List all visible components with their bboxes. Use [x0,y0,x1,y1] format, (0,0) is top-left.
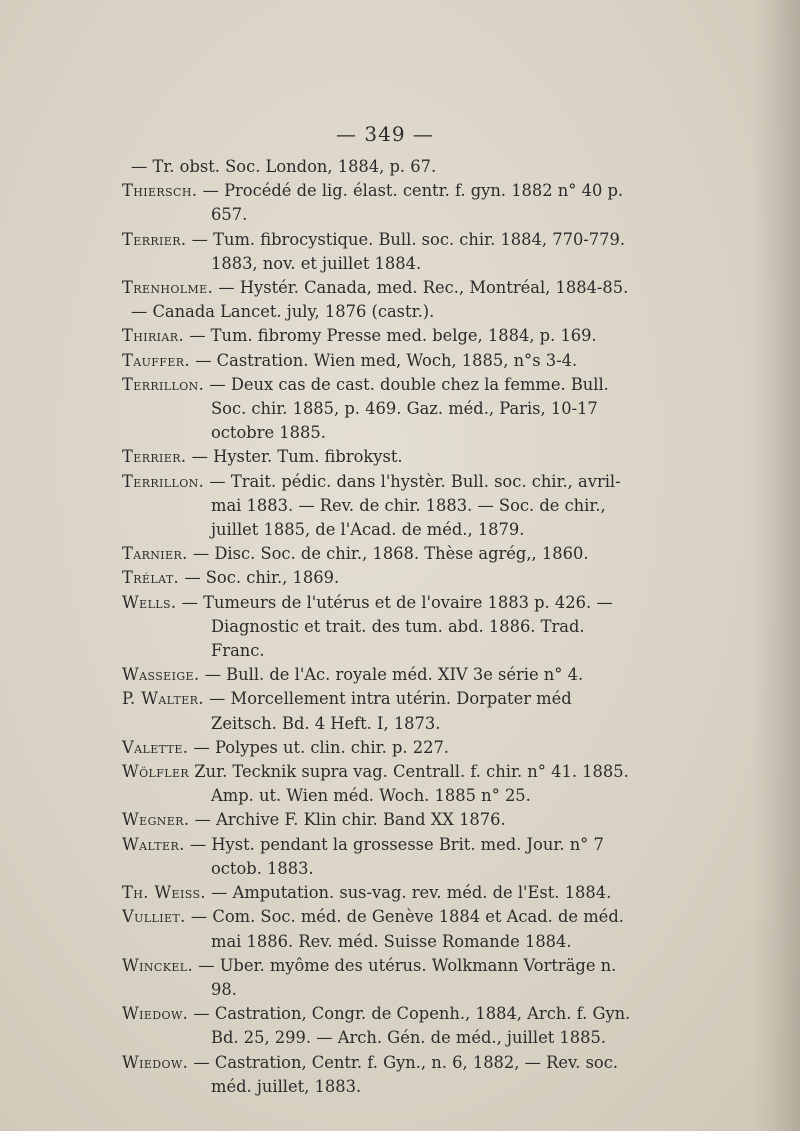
entry-author: Terrillon. [122,471,205,491]
entry-author: Terrier. [122,447,187,467]
bibliography-entry [122,349,632,373]
bibliography-entry [122,881,632,905]
entry-author: Valette. [122,737,189,757]
entry-author: Wiedow. [122,1052,189,1072]
entry-author: Wegner. [122,810,190,830]
entry-text: — Hystér. Canada, med. Rec., Montréal, 1884-85. [213,278,629,298]
entry-text: — Tum. fibromy Presse med. belge, 1884, p. 169. [184,326,597,346]
bibliography-entry [122,736,632,760]
bibliography-entry [122,833,632,881]
entry-text: — Com. Soc. méd. de Genève 1884 et Acad. de méd. mai 1886. Rev. méd. Suisse Romande 1884. [185,907,624,951]
entry-text: — Hyst. pendant la grossesse Brit. med. Jour. n° 7 octob. 1883. [184,834,604,878]
entry-text: — Tumeurs de l'utérus et de l'ovaire 1883 p. 426. — Diagnostic et trait. des tum. abd. 1886. Trad. Franc. [176,592,613,661]
entry-text: Zur. Tecknik supra vag. Centrall. f. chir. n° 41. 1885. Amp. ut. Wien méd. Woch. 1885 n° 25. [189,762,629,806]
entry-text: — Bull. de l'Ac. royale méd. XIV 3e série n° 4. [199,665,584,685]
bibliography-entry [122,324,632,348]
bibliography-entry [122,373,632,446]
entry-author: Terrillon. [122,374,205,394]
page-number: — 349 — [336,122,434,146]
bibliography-entry [122,760,632,808]
entry-author: Wells. [122,592,177,612]
page-edge-shadow [752,0,800,1131]
entry-text: — Procédé de lig. élast. centr. f. gyn. 1882 n° 40 p. 657. [197,181,624,225]
entry-text: — Archive F. Klin chir. Band XX 1876. [189,810,506,830]
entry-author: Tauffer. [122,350,191,370]
entry-author: Wiedow. [122,1004,189,1024]
bibliography-entry [122,470,632,543]
entry-author: P. Walter. [122,689,204,709]
bibliography-entry [122,1051,632,1099]
bibliography-entry [122,905,632,953]
entry-text: — Uber. myôme des utérus. Wolkmann Vorträge n. 98. [193,955,617,999]
entry-author: Thiersch. [122,181,198,201]
entry-text: — Castration. Wien med, Woch, 1885, n°s 3-4. [190,350,578,370]
bibliography-entry [122,445,632,469]
entry-author: Thiriar. [122,326,185,346]
bibliography-entry [122,276,632,300]
entry-author: Trélat. [122,568,180,588]
entry-author: Wölfler [122,762,190,782]
entry-author: Wasseige. [122,665,200,685]
entry-author: Vulliet. [122,907,186,927]
entry-text: — Morcellement intra utérin. Dorpater méd Zeitsch. Bd. 4 Heft. I, 1873. [203,689,572,733]
entry-author: Th. Weiss. [122,883,206,903]
bibliography-entry [122,954,632,1002]
bibliography-entry [122,228,632,276]
entry-text: — Hyster. Tum. fibrokyst. [186,447,403,467]
entry-text: — Tum. fibrocystique. Bull. soc. chir. 1884, 770-779. 1883, nov. et juillet 1884. [186,229,626,273]
bibliography-entry [122,687,632,735]
entry-text: — Canada Lancet. july, 1876 (castr.). [131,302,435,322]
entry-text: — Soc. chir., 1869. [179,568,340,588]
entry-author: Winckel. [122,955,194,975]
bibliography-entry [122,542,632,566]
entry-author: Trenholme. [122,278,214,298]
bibliography-entry [122,179,632,227]
entry-text: — Trait. pédic. dans l'hystèr. Bull. soc. chir., avril-mai 1883. — Rev. de chir. 1883. — Soc. de chir., juillet 1885, de l'Acad. de méd., 1879. [204,471,621,540]
entry-text: — Polypes ut. clin. chir. p. 227. [188,737,449,757]
entry-text: — Amputation. sus-vag. rev. méd. de l'Est. 1884. [205,883,612,903]
bibliography-list [122,155,632,1099]
bibliography-entry [122,155,632,179]
bibliography-entry [122,566,632,590]
bibliography-entry [122,591,632,664]
bibliography-entry [122,1002,632,1050]
entry-author: Tarnier. [122,544,188,564]
entry-text: — Tr. obst. Soc. London, 1884, p. 67. [131,157,437,176]
bibliography-entry [122,300,632,324]
entry-author: Terrier. [122,229,187,249]
bibliography-entry [122,808,632,832]
bibliography-entry [122,663,632,687]
entry-text: — Castration, Congr. de Copenh., 1884, Arch. f. Gyn. Bd. 25, 299. — Arch. Gén. de méd., juillet 1885. [188,1004,631,1048]
entry-text: — Disc. Soc. de chir., 1868. Thèse agrég,, 1860. [187,544,589,564]
entry-text: — Deux cas de cast. double chez la femme. Bull. Soc. chir. 1885, p. 469. Gaz. méd., Paris, 10-17 octobre 1885. [204,374,609,443]
entry-text: — Castration, Centr. f. Gyn., n. 6, 1882, — Rev. soc. méd. juillet, 1883. [188,1052,619,1096]
entry-author: Walter. [122,834,185,854]
